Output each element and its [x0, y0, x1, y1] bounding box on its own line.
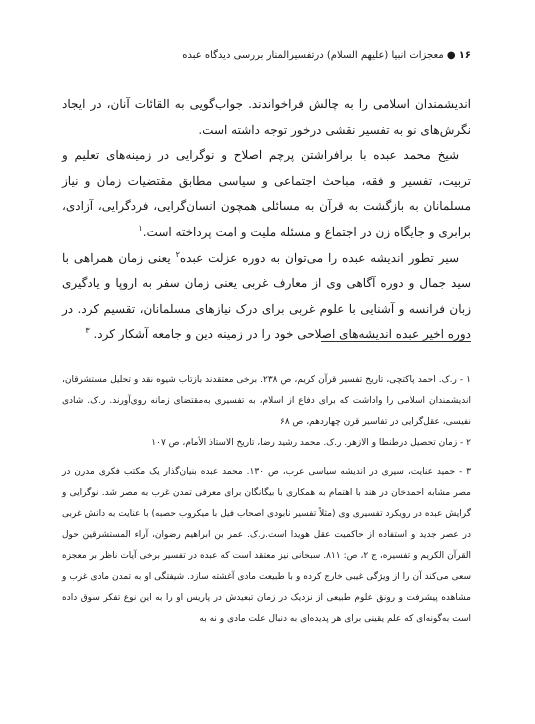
footnote-3: ۳ - حمید عنایت، سیری در اندیشه سیاسی عرب، ص ۱۳۰. محمد عبده بنیان‌گذار یک مکتب فکری مدرن در مصر مشابه احمدخان در هند با اهتمام به همکاری با بیگانگان برای معرفی تمدن غرب به مصر شد. نوگرایی و گرایش عبده در رویکرد تفسیری وی (مثلاً تفسیر نابودی اصحاب فیل با میکروب حصبه) با عنایت به دانش غربی در عصر جدید و استفاده از حاکمیت عقل هویدا است.ر.ک. عمر بن ابراهیم رضوان، آراء المستشرقین حول القرآن الکریم و تفسیره، ج ۲، ص: ۸۱۱. سبحانی نیز معتقد است که عبده در تفسیر برخی آیات ناظر بر معجزه سعی می‌کند آن را از ویژگی غیبی خارج کرده و با طبیعت مادی آغشته سازد. شیفتگی او به تمدن مادی غرب و مشاهده پیشرفت و رونق علوم طبیعی از نزدیک در زمان تبعیدش در پاریس او را به این نوع تفکر سوق داده است به‌گونه‌ای که علم یقینی برای هر پدیده‌ای به دنبال علت مادی و نه به — [62, 467, 472, 624]
page-number: ۱۶ — [458, 50, 471, 61]
paragraph-3-text-b: یعنی زمان همراهی با سید جمال و دوره آگاهی وی از معارف غربی یعنی زمان سفر به اروپا و یادگیری زبان فرانسه و آشنایی با علوم غربی برای درک نیازهای مسلمانان، تقسیم کرد. در دوره اخیر عبده اندیشه‌های اصلاحی خود را در زمینه دین و جامعه آشکار کرد. — [62, 250, 471, 342]
footnote-ref-1: ۱ — [138, 223, 143, 233]
running-title: معجزات انبیا (علیهم السلام) درتفسیرالمنار بررسی دیدگاه عبده — [182, 50, 444, 61]
footnote-ref-2: ۲ — [175, 249, 180, 259]
paragraph-2 — [62, 143, 471, 245]
footnote-ref-3: ۳ — [85, 326, 90, 336]
paragraph-2-text: شیخ محمد عبده با برافراشتن پرچم اصلاح و نوگرایی در زمینه‌های تعلیم و تربیت، تفسیر و فقه، مباحث اجتماعی و سیاسی مطابق مقتضیات زمان و نیاز مسلمانان به بازگشت به قرآن به مسائلی همچون انسان‌گرایی، فردگرایی، آزادی، برابری و جایگاه زن در اجتماع و مسئله ملیت و امت پرداخته است. — [62, 148, 471, 239]
footnote-2: ۲ - زمان تحصیل درطنطا و الازهر. ر.ک. محمد رشید رضا، تاریخ الاستاذ الأمام، ص ۱۰۷ — [151, 438, 471, 448]
main-text — [62, 92, 471, 348]
paragraph-3 — [62, 246, 471, 348]
paragraph-3-text-a: سیر تطور اندیشه عبده را می‌توان به دوره عزلت عبده — [179, 250, 460, 265]
footnotes — [62, 370, 471, 630]
running-header — [64, 50, 471, 61]
paragraph-1: اندیشمندان اسلامی را به چالش فراخواندند. جواب‌گویی به القائات آنان، در ایجاد نگرش‌های نو به تفسیر نقشی درخور توجه داشته است. — [62, 97, 472, 137]
header-bullet: ● — [446, 50, 456, 61]
footnote-1: ۱ - ر.ک. احمد پاکتچی، تاریخ تفسیر قرآن کریم، ص ۲۳۸. برخی معتقدند بازتاب شیوه نقد و تحلیل مستشرقان، اندیشمندان اسلامی را واداشت که برای دفاع از اسلام، به تفسیری به‌مقتضای زمانه روی‌آورند. ر.ک. شادی نفیسی، عقل‌گرایی در تفاسیر قرن چهاردهم، ص ۶۸ — [62, 375, 471, 427]
footnote-divider — [321, 341, 471, 342]
